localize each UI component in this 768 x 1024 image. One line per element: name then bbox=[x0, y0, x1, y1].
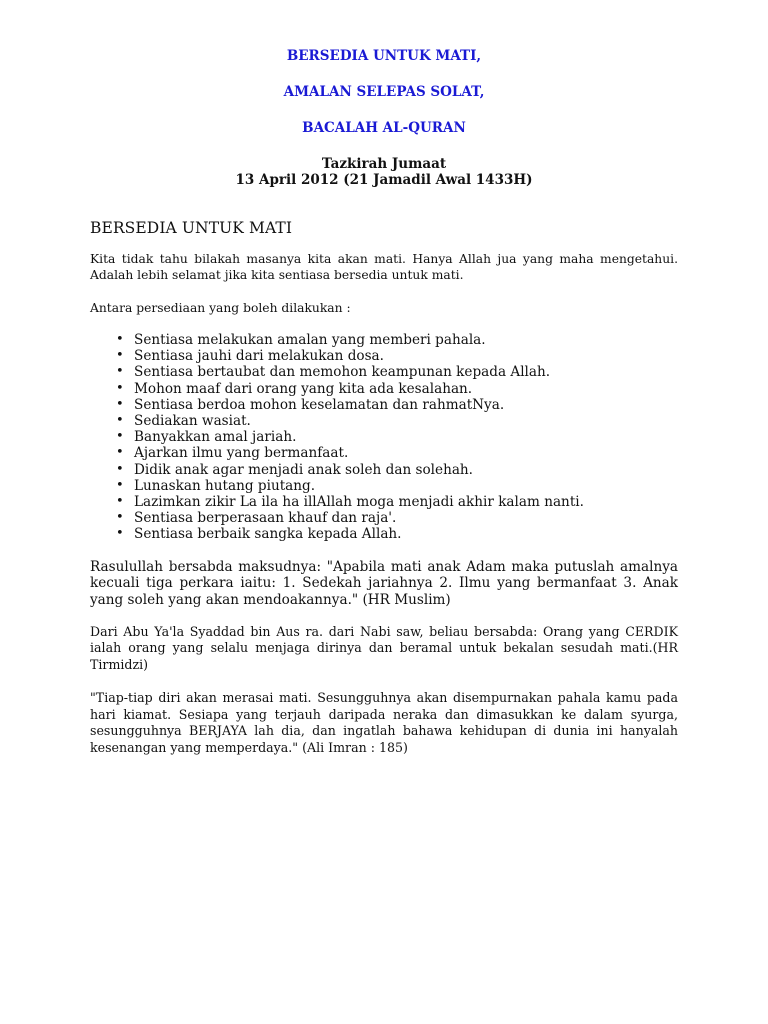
list-item-text: Sentiasa berbaik sangka kepada Allah. bbox=[134, 526, 402, 543]
list-item bbox=[90, 429, 678, 445]
list-intro: Antara persediaan yang boleh dilakukan : bbox=[90, 301, 351, 315]
bullet-icon: • bbox=[116, 396, 124, 412]
list-item bbox=[90, 494, 678, 510]
list-item-text: Mohon maaf dari orang yang kita ada kesalahan. bbox=[134, 380, 473, 397]
list-item bbox=[90, 526, 678, 542]
title-line-3: BACALAH AL-QURAN bbox=[302, 120, 466, 136]
document-page bbox=[90, 48, 678, 756]
bullet-icon: • bbox=[116, 348, 124, 364]
list-item bbox=[90, 364, 678, 380]
title-block bbox=[90, 48, 678, 136]
list-item-text: Sentiasa berdoa mohon keselamatan dan rahmatNya. bbox=[134, 396, 505, 413]
bullet-icon: • bbox=[116, 477, 124, 493]
bullet-icon: • bbox=[116, 445, 124, 461]
title-line-1: BERSEDIA UNTUK MATI, bbox=[286, 48, 482, 64]
bullet-icon: • bbox=[116, 510, 124, 526]
meta-block bbox=[90, 156, 678, 188]
title-line-2: AMALAN SELEPAS SOLAT, bbox=[283, 84, 485, 100]
date-line: 13 April 2012 (21 Jamadil Awal 1433H) bbox=[235, 172, 533, 188]
subtitle: Tazkirah Jumaat bbox=[321, 156, 447, 172]
list-item bbox=[90, 381, 678, 397]
list-item-text: Banyakkan amal jariah. bbox=[134, 429, 297, 446]
bullet-icon: • bbox=[116, 461, 124, 477]
list-item-text: Sentiasa berperasaan khauf dan raja'. bbox=[134, 510, 397, 527]
quran-quote-paragraph: "Tiap-tiap diri akan merasai mati. Sesungguhnya akan disempurnakan pahala kamu pada hari kiamat. Sesiapa yang terjauh daripada neraka dan dimasukkan ke dalam syurga, sesungguhnya BERJAYA lah dia, dan ingatlah bahawa kehidupan di dunia ini hanyalah kesenangan yang memperdaya." (Ali Imran : 185) bbox=[90, 690, 678, 755]
list-item-text: Lunaskan hutang piutang. bbox=[134, 477, 316, 494]
bullet-icon: • bbox=[116, 332, 124, 347]
list-item bbox=[90, 397, 678, 413]
intro-paragraph: Kita tidak tahu bilakah masanya kita akan mati. Hanya Allah jua yang maha mengetahui. Adalah lebih selamat jika kita sentiasa bersedia untuk mati. bbox=[90, 252, 678, 282]
list-item bbox=[90, 348, 678, 364]
bullet-icon: • bbox=[116, 380, 124, 396]
list-item-text: Lazimkan zikir La ila ha illAllah moga menjadi akhir kalam nanti. bbox=[134, 494, 584, 511]
hadith-paragraph-2: Dari Abu Ya'la Syaddad bin Aus ra. dari Nabi saw, beliau bersabda: Orang yang CERDIK ialah orang yang selalu menjaga dirinya dan beramal untuk bekalan sesudah mati.(HR Tirmidzi) bbox=[90, 624, 678, 672]
list-item bbox=[90, 445, 678, 461]
list-item bbox=[90, 332, 678, 348]
list-item bbox=[90, 462, 678, 478]
list-item-text: Ajarkan ilmu yang bermanfaat. bbox=[134, 445, 349, 462]
bullet-icon: • bbox=[116, 494, 124, 510]
list-item-text: Sentiasa jauhi dari melakukan dosa. bbox=[134, 348, 384, 365]
list-item bbox=[90, 478, 678, 494]
list-item bbox=[90, 413, 678, 429]
bullet-list bbox=[90, 332, 678, 543]
list-item-text: Sentiasa melakukan amalan yang memberi pahala. bbox=[134, 332, 486, 348]
bullet-icon: • bbox=[116, 526, 124, 542]
section-heading: BERSEDIA UNTUK MATI bbox=[90, 219, 293, 237]
list-item bbox=[90, 510, 678, 526]
bullet-icon: • bbox=[116, 413, 124, 429]
list-item-text: Didik anak agar menjadi anak soleh dan solehah. bbox=[134, 461, 474, 478]
bullet-icon: • bbox=[116, 364, 124, 380]
bullet-icon: • bbox=[116, 429, 124, 445]
list-item-text: Sentiasa bertaubat dan memohon keampunan kepada Allah. bbox=[134, 364, 551, 381]
hadith-paragraph-1: Rasulullah bersabda maksudnya: "Apabila mati anak Adam maka putuslah amalnya kecuali tiga perkara iaitu: 1. Sedekah jariahnya 2. Ilmu yang bermanfaat 3. Anak yang soleh yang akan mendoakannya." (HR Muslim) bbox=[90, 558, 678, 608]
list-item-text: Sediakan wasiat. bbox=[134, 413, 251, 430]
